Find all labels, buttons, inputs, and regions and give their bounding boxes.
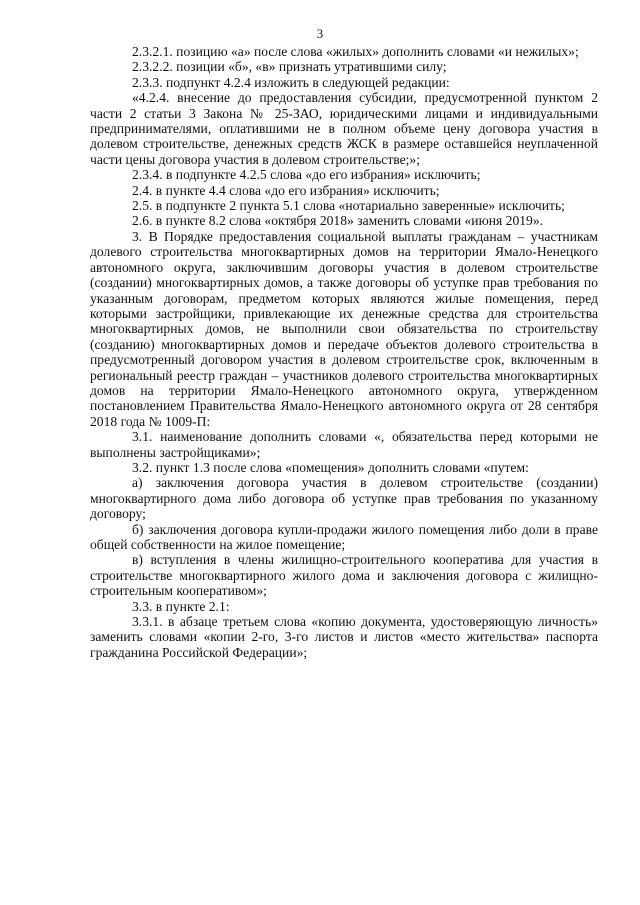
paragraph: 3.1. наименование дополнить словами «, обязательства перед которыми не выполнены застройщиками»;	[90, 429, 598, 460]
paragraph: а) заключения договора участия в долевом строительстве (создании) многоквартирного дома либо договора об уступке прав требования по указанному договору;	[90, 475, 598, 522]
paragraph: 3.2. пункт 1.3 после слова «помещения» дополнить словами «путем:	[132, 459, 529, 475]
page-number: 3	[316, 27, 324, 41]
paragraph: 2.3.2.2. позиции «б», «в» признать утратившими силу;	[132, 59, 447, 75]
paragraph: 3. В Порядке предоставления социальной выплаты гражданам – участникам долевого строительства многоквартирных домов на территории Ямало-Ненецкого автономного округа, заключившим договоры участия в долевом строительстве (создании) многоквартирных домов, а также договоры об уступке прав требования по указанным договорам, предметом которых являются жилые помещения, перед которыми застройщики, привлекающие их денежные средства для строительства многоквартирных домов, не выполнили свои обязательства по строительству (созданию) многоквартирных домов и передаче объектов долевого строительства в предусмотренный договором участия в долевом строительстве срок, включенным в региональный реестр граждан – участников долевого строительства многоквартирных домов на территории Ямало-Ненецкого автономного округа, утвержденном постановлением Правительства Ямало-Ненецкого автономного округа от 28 сентября 2018 года № 1009-П:	[90, 228, 598, 429]
paragraph: 2.4. в пункте 4.4 слова «до его избрания» исключить;	[132, 182, 440, 198]
paragraph: 2.3.4. в подпункте 4.2.5 слова «до его избрания» исключить;	[132, 167, 481, 183]
paragraph: 2.6. в пункте 8.2 слова «октября 2018» заменить словами «июня 2019».	[132, 213, 544, 229]
paragraph: в) вступления в члены жилищно-строительного кооператива для участия в строительстве многоквартирного жилого дома и заключения договора с жилищно-строительным кооперативом»;	[90, 552, 598, 599]
paragraph: 2.3.2.1. позицию «а» после слова «жилых» дополнить словами «и нежилых»;	[132, 44, 579, 59]
paragraph: 3.3. в пункте 2.1:	[132, 598, 230, 614]
paragraph: 3.3.1. в абзаце третьем слова «копию документа, удостоверяющую личность» заменить словами «копии 2-го, 3-го листов и листов «место жительства» паспорта гражданина Российской Федерации»;	[90, 614, 598, 660]
paragraph: б) заключения договора купли-продажи жилого помещения либо доли в праве общей собственности на жилое помещение;	[90, 521, 598, 552]
paragraph: 2.3.3. подпункт 4.2.4 изложить в следующей редакции:	[132, 74, 450, 90]
document-body	[90, 44, 598, 660]
paragraph: 2.5. в подпункте 2 пункта 5.1 слова «нотариально заверенные» исключить;	[132, 198, 565, 214]
paragraph: «4.2.4. внесение до предоставления субсидии, предусмотренной пунктом 2 части 2 статьи 3 Закона № 25-ЗАО, юридическими лицами и индивидуальными предпринимателями, оплатившими не в полном объеме цену договора участия в долевом строительстве, денежных средств ЖСК в размере оставшейся неуплаченной части цены договора участия в долевом строительстве;»;	[90, 90, 598, 167]
